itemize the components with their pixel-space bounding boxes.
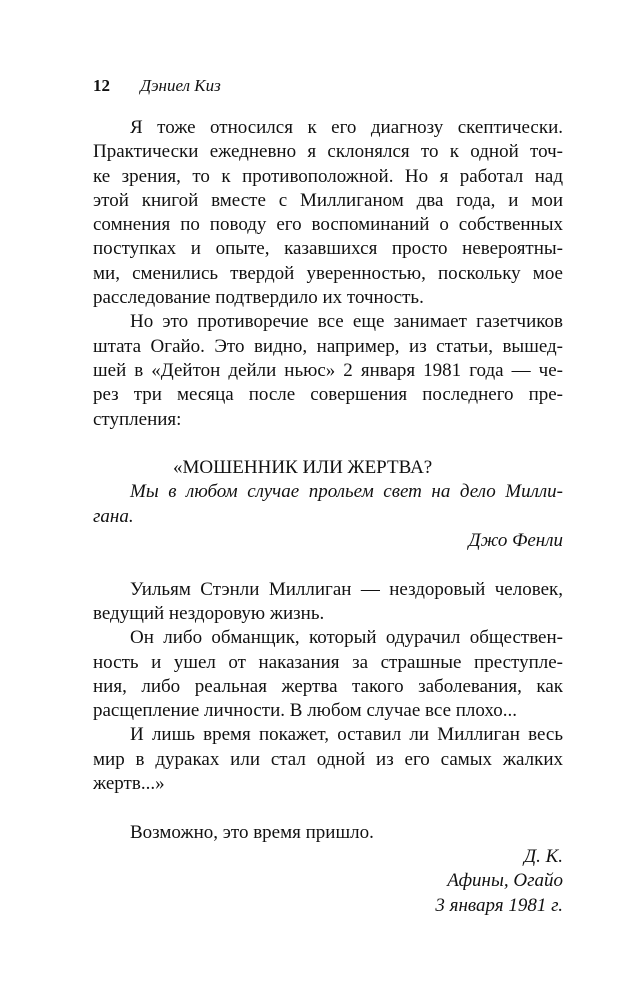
quote-subtitle: гана. bbox=[93, 505, 134, 527]
paragraph-2 bbox=[93, 310, 563, 431]
signature-block bbox=[93, 845, 563, 918]
quote-text-line: жертв...» bbox=[93, 773, 165, 795]
text-line: штата Огайо. Это видно, например, из статьи, вышед- bbox=[93, 335, 563, 357]
text-line: ке зрения, то к противоположной. Но я работал над bbox=[93, 165, 563, 187]
running-head bbox=[93, 76, 221, 96]
quote-text-line: Уильям Стэнли Миллиган — нездоровый человек, bbox=[130, 578, 563, 600]
text-line: Я тоже относился к его диагнозу скептически. bbox=[130, 117, 563, 138]
text-line: Практически ежедневно я склонялся то к одной точ- bbox=[93, 141, 563, 163]
quote-text-line: И лишь время покажет, оставил ли Миллиган весь bbox=[130, 724, 563, 746]
quote-byline: Джо Фенли bbox=[468, 530, 563, 552]
text-line: поступках и опыте, казавшихся просто невероятны- bbox=[93, 238, 563, 260]
signature-initials: Д. К. bbox=[524, 845, 563, 867]
paragraph-1 bbox=[93, 116, 563, 310]
quote-text-line: ведущий нездоровую жизнь. bbox=[93, 602, 325, 624]
text-line: этой книгой вместе с Миллиганом два года, и мои bbox=[93, 189, 563, 211]
signature-date: 3 января 1981 г. bbox=[435, 894, 563, 916]
text-line: шей в «Дейтон дейли ньюс» 2 января 1981 года — че- bbox=[93, 359, 563, 381]
text-line: ми, сменились твердой уверенностью, поскольку мое bbox=[93, 262, 563, 284]
newspaper-quote bbox=[93, 456, 563, 796]
quote-text-line: ность и ушел от наказания за страшные преступле- bbox=[93, 651, 563, 673]
text-line: рез три месяца после совершения последнего пре- bbox=[93, 384, 563, 406]
closing-line: Возможно, это время пришло. bbox=[130, 821, 374, 843]
signature-place: Афины, Огайо bbox=[447, 870, 563, 892]
quote-text-line: расщепление личности. В любом случае все плохо... bbox=[93, 700, 517, 722]
text-line: Но это противоречие все еще занимает газетчиков bbox=[130, 311, 563, 333]
quote-subtitle: Мы в любом случае прольем свет на дело Милли- bbox=[130, 481, 563, 503]
text-line: расследование подтвердило их точность. bbox=[93, 287, 424, 309]
quote-text-line: мир в дураках или стал одной из его самых жалких bbox=[93, 748, 563, 770]
body-text bbox=[93, 116, 563, 918]
quote-text-line: Он либо обманщик, который одурачил обществен- bbox=[130, 627, 563, 649]
quote-text-line: ния, либо реальная жертва такого заболевания, как bbox=[93, 675, 563, 697]
running-head-author: Дэниел Киз bbox=[140, 76, 221, 95]
text-line: ступления: bbox=[93, 408, 182, 430]
quote-title: «МОШЕННИК ИЛИ ЖЕРТВА? bbox=[173, 457, 433, 479]
text-line: сомнения по поводу его воспоминаний о собственных bbox=[93, 214, 563, 236]
page-number: 12 bbox=[93, 76, 110, 95]
